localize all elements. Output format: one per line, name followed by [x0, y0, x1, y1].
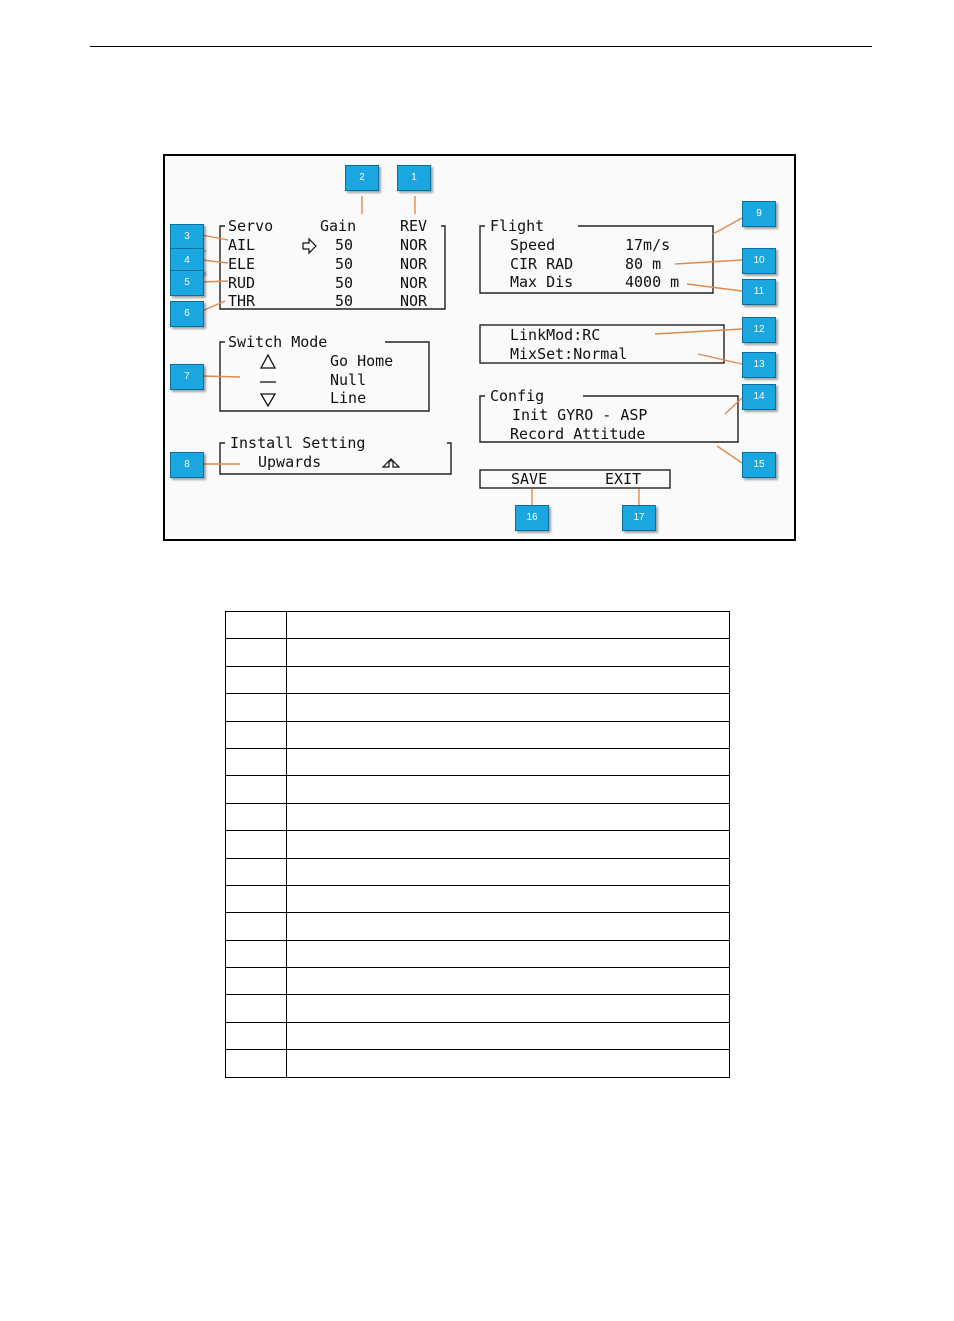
leader-line-14	[725, 398, 742, 414]
table-cell	[226, 694, 287, 721]
table-row	[226, 968, 730, 995]
table-cell	[287, 940, 730, 967]
table-cell	[226, 858, 287, 885]
table-cell	[226, 885, 287, 912]
servo-row-ail-name[interactable]: AIL	[228, 236, 256, 254]
table-row	[226, 995, 730, 1022]
leader-line-9	[713, 218, 742, 234]
table-cell	[287, 913, 730, 940]
table-cell	[287, 721, 730, 748]
table-row	[226, 913, 730, 940]
callout-10: 10	[742, 248, 776, 274]
table-row	[226, 666, 730, 693]
table-row	[226, 612, 730, 639]
table-row	[226, 885, 730, 912]
table-row	[226, 776, 730, 803]
rev-header: REV	[400, 217, 428, 235]
callout-2: 2	[345, 165, 379, 191]
leader-line-15	[717, 446, 742, 463]
table-cell	[287, 694, 730, 721]
servo-row-thr-name[interactable]: THR	[228, 292, 256, 310]
save-button[interactable]: SAVE	[511, 470, 548, 488]
table-cell	[226, 721, 287, 748]
callout-11: 11	[742, 279, 776, 305]
table-cell	[226, 639, 287, 666]
callout-6: 6	[170, 301, 204, 327]
mixset-value[interactable]: MixSet:Normal	[510, 345, 628, 363]
leader-line-4	[202, 260, 228, 263]
table-row	[226, 1022, 730, 1049]
table-cell	[226, 995, 287, 1022]
servo-row-ele-rev[interactable]: NOR	[400, 255, 428, 273]
servo-row-rud-name[interactable]: RUD	[228, 274, 256, 292]
table-cell	[226, 666, 287, 693]
legend-table	[225, 611, 730, 1078]
table-row	[226, 748, 730, 775]
switch-item-go-home[interactable]: Go Home	[330, 352, 394, 370]
servo-row-ail-rev[interactable]: NOR	[400, 236, 428, 254]
leader-line-5	[202, 281, 228, 282]
leader-line-12	[655, 329, 742, 334]
table-cell	[287, 748, 730, 775]
config-record-attitude[interactable]: Record Attitude	[510, 425, 646, 443]
flight-speed-label: Speed	[510, 236, 556, 254]
config-init-gyro[interactable]: Init GYRO - ASP	[512, 406, 648, 424]
exit-button[interactable]: EXIT	[605, 470, 642, 488]
servo-row-ele-gain[interactable]: 50	[335, 255, 354, 273]
callout-15: 15	[742, 452, 776, 478]
table-cell	[226, 1022, 287, 1049]
gain-header: Gain	[320, 217, 357, 235]
table-row	[226, 639, 730, 666]
table-row	[226, 721, 730, 748]
table-cell	[287, 1050, 730, 1077]
lcd-screen	[165, 156, 794, 539]
table-row	[226, 831, 730, 858]
callout-4: 4	[170, 248, 204, 274]
callout-12: 12	[742, 317, 776, 343]
callout-8: 8	[170, 452, 204, 478]
callout-17: 17	[622, 505, 656, 531]
switch-item-line[interactable]: Line	[330, 389, 367, 407]
callout-13: 13	[742, 352, 776, 378]
table-row	[226, 803, 730, 830]
triangle-up-icon	[261, 355, 275, 368]
save-exit-box	[480, 470, 670, 488]
switch-item-null[interactable]: Null	[330, 371, 367, 389]
servo-row-ele-name[interactable]: ELE	[228, 255, 256, 273]
callout-1: 1	[397, 165, 431, 191]
table-cell	[287, 639, 730, 666]
table-cell	[287, 831, 730, 858]
table-cell	[226, 913, 287, 940]
selection-arrow-icon	[303, 239, 316, 253]
table-cell	[287, 666, 730, 693]
table-cell	[226, 748, 287, 775]
leader-line-10	[675, 260, 742, 264]
triangle-down-icon	[261, 394, 275, 406]
table-cell	[226, 803, 287, 830]
servo-title: Servo	[228, 217, 274, 235]
install-setting-value[interactable]: Upwards	[258, 453, 322, 471]
flight-cir-label: CIR RAD	[510, 255, 574, 273]
servo-row-thr-gain[interactable]: 50	[335, 292, 354, 310]
servo-row-thr-rev[interactable]: NOR	[400, 292, 428, 310]
install-setting-title: Install Setting	[230, 434, 366, 452]
table-cell	[287, 1022, 730, 1049]
callout-3: 3	[170, 224, 204, 250]
table-cell	[226, 1050, 287, 1077]
flight-maxdis-value[interactable]: 4000 m	[625, 273, 680, 291]
table-row	[226, 1050, 730, 1077]
leader-line-7	[202, 376, 240, 377]
table-row	[226, 694, 730, 721]
table-cell	[287, 612, 730, 639]
table-cell	[287, 858, 730, 885]
table-cell	[287, 776, 730, 803]
callout-16: 16	[515, 505, 549, 531]
table-cell	[226, 968, 287, 995]
table-cell	[226, 940, 287, 967]
callout-5: 5	[170, 270, 204, 296]
flight-cir-value[interactable]: 80 m	[625, 255, 662, 273]
servo-row-rud-gain[interactable]: 50	[335, 274, 354, 292]
table-cell	[287, 885, 730, 912]
arrow-up-icon	[383, 459, 399, 467]
servo-row-ail-gain[interactable]: 50	[335, 236, 354, 254]
table-row	[226, 940, 730, 967]
lcd-screenshot-figure	[163, 154, 796, 541]
table-cell	[287, 968, 730, 995]
leader-line-3	[202, 235, 228, 240]
callout-14: 14	[742, 384, 776, 410]
table-cell	[226, 612, 287, 639]
switch-mode-title: Switch Mode	[228, 333, 328, 351]
flight-maxdis-label: Max Dis	[510, 273, 574, 291]
table-cell	[287, 803, 730, 830]
table-row	[226, 858, 730, 885]
leader-line-11	[687, 284, 742, 291]
table-cell	[287, 995, 730, 1022]
flight-speed-value[interactable]: 17m/s	[625, 236, 671, 254]
config-title: Config	[490, 387, 545, 405]
flight-title: Flight	[490, 217, 545, 235]
top-rule	[90, 46, 872, 47]
servo-row-rud-rev[interactable]: NOR	[400, 274, 428, 292]
switch-mode-box	[220, 342, 429, 411]
table-cell	[226, 776, 287, 803]
table-cell	[226, 831, 287, 858]
callout-7: 7	[170, 364, 204, 390]
linkmod-value[interactable]: LinkMod:RC	[510, 326, 601, 344]
callout-9: 9	[742, 201, 776, 227]
